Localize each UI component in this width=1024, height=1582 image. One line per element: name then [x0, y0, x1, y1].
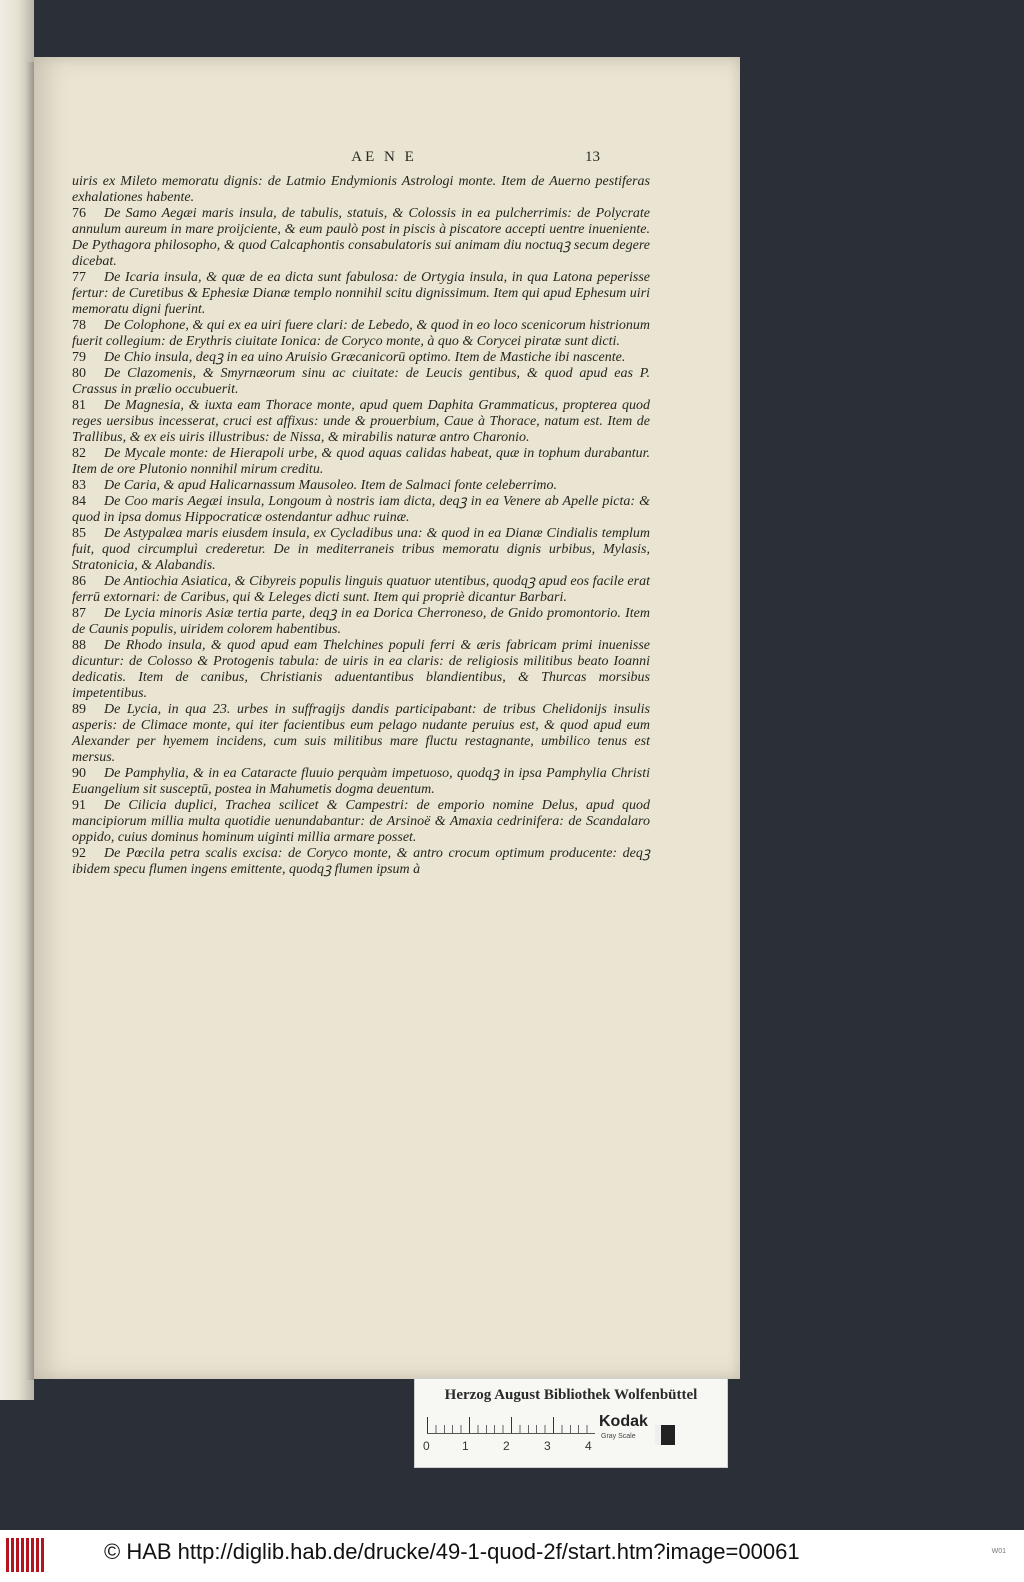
entry-text: De Clazomenis, & Smyrnæorum sinu ac ciuitate: de Leucis gentibus, & quod apud eas P. Crassus in prælio occubuerit. — [72, 366, 650, 397]
index-entry — [72, 606, 650, 638]
entry-number: 77 — [72, 270, 86, 285]
index-entry — [72, 766, 650, 798]
entry-text: De Rhodo insula, & quod apud eam Thelchines populi ferri & æris fabricam primi inuenisse dicuntur: de Colosso & Protogenis tabula: de uiris in ea claris: de religiosis militibus beato Ioanni dedicatis. Item de canibus, Christianis aduentantibus blandientibus, & Thurcas morsibus impetentibus. — [72, 638, 650, 701]
index-entry — [72, 638, 650, 702]
scale-number: 3 — [544, 1439, 551, 1453]
index-entry — [72, 702, 650, 766]
entry-text: De Coo maris Aegæi insula, Longoum à nostris iam dicta, deqꝫ in ea Venere ab Apelle picta: & quod in ipsa domus Hippocraticæ ostendantur adhuc ruinæ. — [72, 494, 650, 525]
entry-number: 78 — [72, 318, 86, 333]
entry-text: De Astypalæa maris eiusdem insula, ex Cycladibus una: & quod in ea Dianæ Cindialis templum fuit, quod circumpluì crederetur. De in mediterraneis tribus memoratu dignis urbibus, Mylasis, Stratonicia, & Alabandis. — [72, 526, 650, 573]
entry-number: 89 — [72, 702, 86, 717]
index-entry — [72, 574, 650, 606]
entry-number: 82 — [72, 446, 86, 461]
hab-logo-icon — [6, 1538, 46, 1572]
entry-text: De Antiochia Asiatica, & Cibyreis populis linguis quatuor utentibus, quodqꝫ apud eos facile erat ferrū extornari: de Caribus, qui & Leleges dicti sunt. Item qui propriè dicantur Barbari. — [72, 574, 650, 605]
entry-text: De Lycia minoris Asiæ tertia parte, deqꝫ in ea Dorica Cherroneso, de Gnido promontorio. Item de Caunis populis, uiridem colorem habentibus. — [72, 606, 650, 637]
entry-number: 91 — [72, 798, 86, 813]
scale-ruler-major-ticks — [427, 1417, 595, 1433]
index-entry — [72, 174, 650, 206]
entry-text: De Cilicia duplici, Trachea scilicet & Campestri: de emporio nomine Delus, apud quod mancipiorum millia multa quotidie uenundabantur: de Arsinoë & Amaxia cedrinifera: de Scandalaro oppido, cuius dominus hominum uiginti millia armare posset. — [72, 798, 650, 845]
entry-number: 79 — [72, 350, 86, 365]
entry-text: De Magnesia, & iuxta eam Thorace monte, apud quem Daphita Grammaticus, propterea quod reges uersibus incesserat, cruci est affixus: unde & prouerbium, Caue à Thorace, natum est. Item de Trallibus, & ex eis uiris illustribus: de Nissa, & mirabilis naturæ antro Charonio. — [72, 398, 650, 445]
entry-number: 87 — [72, 606, 86, 621]
entry-text: De Pamphylia, & in ea Cataracte fluuio perquàm impetuoso, quodqꝫ in ipsa Pamphylia Christi Euangelium sit susceptū, postea in Mahumetis dogma deuentum. — [72, 766, 650, 797]
scale-numbers — [423, 1439, 603, 1455]
entry-number: 92 — [72, 846, 86, 861]
page-number: 13 — [585, 149, 600, 165]
entry-text: De Pœcila petra scalis excisa: de Coryco monte, & antro crocum optimum producente: deqꝫ ibidem specu flumen ingens emittente, quodqꝫ flumen ipsum à — [72, 846, 650, 877]
scale-number: 2 — [503, 1439, 510, 1453]
index-entry — [72, 366, 650, 398]
entry-text: uiris ex Mileto memoratu dignis: de Latmio Endymionis Astrologi monte. Item de Auerno pestiferas exhalationes habente. — [72, 174, 650, 205]
index-entry — [72, 398, 650, 446]
library-color-card — [414, 1378, 728, 1468]
index-entry — [72, 798, 650, 846]
index-entry — [72, 318, 650, 350]
kodak-gray-scale-label: Gray Scale — [601, 1433, 636, 1440]
index-entry — [72, 270, 650, 318]
entry-number: 88 — [72, 638, 86, 653]
book-page — [34, 57, 740, 1379]
index-entry — [72, 446, 650, 478]
entry-text: De Colophone, & qui ex ea uiri fuere clari: de Lebedo, & quod in eo loco scenicorum histrionum fuerit collegium: de Erythris ciuitate Ionica: de Coryco monte, à quo & Corycei piratæ sunt dicti. — [72, 318, 650, 349]
entry-text: De Samo Aegæi maris insula, de tabulis, statuis, & Colossis in ea pulcherrimis: de Polycrate annulum aureum in mare proijciente, & eum paulò post in piscis à piscatore accepti uentre inueniente. De Pythagora philosopho, & quod Calcaphontis consabulatoris sui animam diu noctuqꝫ secum degere dicebat. — [72, 206, 650, 269]
gray-patch — [655, 1425, 675, 1445]
footer-bar — [0, 1530, 1024, 1582]
index-entry — [72, 478, 650, 494]
entry-text: De Chio insula, deqꝫ in ea uino Aruisio Græcanicorū optimo. Item de Mastiche ibi nascente. — [104, 350, 626, 365]
index-entry — [72, 494, 650, 526]
entry-number: 85 — [72, 526, 86, 541]
entry-text: De Icaria insula, & quæ de ea dicta sunt fabulosa: de Ortygia insula, in qua Latona peperisse fertur: de Curetibus & Ephesiæ Dianæ templo nonnihil scitu dignissimum. Item qui apud Ephesum uiri memoratu digni fuerint. — [72, 270, 650, 317]
scale-number: 4 — [585, 1439, 592, 1453]
entry-number: 86 — [72, 574, 86, 589]
index-text — [72, 174, 650, 878]
entry-text: De Mycale monte: de Hierapoli urbe, & quod aquas calidas habeat, quæ in tophum durabantur. Item de ore Plutonio nonnihil mirum creditu. — [72, 446, 650, 477]
entry-number: 76 — [72, 206, 86, 221]
entry-number: 90 — [72, 766, 86, 781]
scale-number: 0 — [423, 1439, 430, 1453]
scale-number: 1 — [462, 1439, 469, 1453]
index-entry — [72, 526, 650, 574]
index-entry — [72, 846, 650, 878]
library-name: Herzog August Bibliothek Wolfenbüttel — [444, 1387, 698, 1403]
entry-text: De Lycia, in qua 23. urbes in suffragijs dandis participabant: de tribus Chelidonijs insulis asperis: de Climace monte, qui iter facientibus eum pelago nudante peruius est, & quod apud eum Alexander per hyemem incidens, cum suis militibus mare fluctu restagnante, umbilico tenus est mersus. — [72, 702, 650, 765]
index-entry — [72, 350, 650, 366]
footer-tag: W01 — [991, 1548, 1006, 1555]
copyright-url[interactable]: © HAB http://diglib.hab.de/drucke/49-1-quod-2f/start.htm?image=00061 — [104, 1539, 800, 1564]
entry-number: 84 — [72, 494, 86, 509]
index-entry — [72, 206, 650, 270]
entry-number: 83 — [72, 478, 86, 493]
entry-text: De Caria, & apud Halicarnassum Mausoleo. Item de Salmaci fonte celeberrimo. — [104, 478, 557, 493]
entry-number: 81 — [72, 398, 86, 413]
running-head: AE N E — [351, 149, 417, 165]
entry-number: 80 — [72, 366, 86, 381]
kodak-logo: Kodak — [599, 1413, 648, 1430]
